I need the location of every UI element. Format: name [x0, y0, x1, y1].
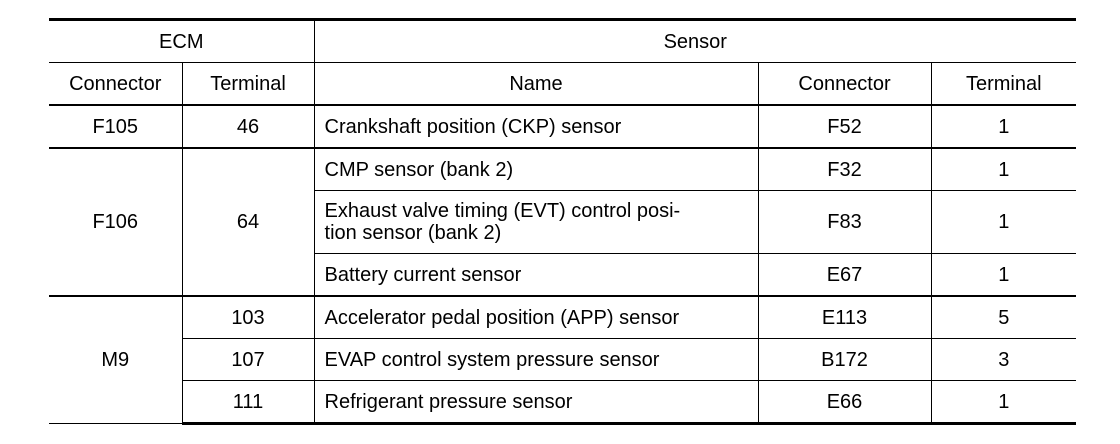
sensor-terminal-cell: 1: [931, 105, 1076, 148]
table-row: [49, 105, 1076, 148]
ecm-terminal-header: Terminal: [182, 63, 314, 106]
ecm-group-header: ECM: [49, 20, 314, 63]
sensor-connector-header: Connector: [758, 63, 931, 106]
sensor-name-cell: CMP sensor (bank 2): [314, 148, 758, 191]
sensor-name-cell: Refrigerant pressure sensor: [314, 381, 758, 424]
ecm-sensor-connector-table: [49, 18, 1076, 425]
sensor-name-cell: [314, 191, 758, 254]
sensor-connector-cell: B172: [758, 339, 931, 381]
sensor-name-line: tion sensor (bank 2): [324, 222, 502, 244]
table-row: [49, 148, 1076, 191]
sensor-terminal-header: Terminal: [931, 63, 1076, 106]
sensor-name-header: Name: [314, 63, 758, 106]
sensor-connector-cell: F83: [758, 191, 931, 254]
ecm-terminal-cell: 64: [182, 148, 314, 296]
connector-table-wrapper: [49, 18, 1076, 425]
ecm-connector-header: Connector: [49, 63, 182, 106]
sensor-name-cell: Crankshaft position (CKP) sensor: [314, 105, 758, 148]
sensor-terminal-cell: 1: [931, 381, 1076, 424]
ecm-terminal-cell: 46: [182, 105, 314, 148]
sensor-group-header: Sensor: [314, 20, 1076, 63]
sensor-name-cell: Battery current sensor: [314, 254, 758, 297]
table-row: [49, 381, 1076, 424]
sensor-terminal-cell: 3: [931, 339, 1076, 381]
table-row: [49, 339, 1076, 381]
sensor-connector-cell: F32: [758, 148, 931, 191]
ecm-terminal-cell: 111: [182, 381, 314, 424]
sensor-connector-cell: F52: [758, 105, 931, 148]
sensor-connector-cell: E113: [758, 296, 931, 339]
ecm-connector-cell: M9: [49, 296, 182, 424]
table-row: [49, 296, 1076, 339]
ecm-connector-cell: F106: [49, 148, 182, 296]
sensor-terminal-cell: 1: [931, 148, 1076, 191]
header-row-groups: [49, 20, 1076, 63]
ecm-connector-cell: F105: [49, 105, 182, 148]
sensor-terminal-cell: 5: [931, 296, 1076, 339]
sensor-connector-cell: E67: [758, 254, 931, 297]
ecm-terminal-cell: 103: [182, 296, 314, 339]
sensor-name-cell: Accelerator pedal position (APP) sensor: [314, 296, 758, 339]
sensor-terminal-cell: 1: [931, 191, 1076, 254]
ecm-terminal-cell: 107: [182, 339, 314, 381]
sensor-name-line: Exhaust valve timing (EVT) control posi-: [324, 200, 681, 222]
sensor-terminal-cell: 1: [931, 254, 1076, 297]
sensor-connector-cell: E66: [758, 381, 931, 424]
sensor-name-cell: EVAP control system pressure sensor: [314, 339, 758, 381]
header-row-columns: [49, 63, 1076, 106]
